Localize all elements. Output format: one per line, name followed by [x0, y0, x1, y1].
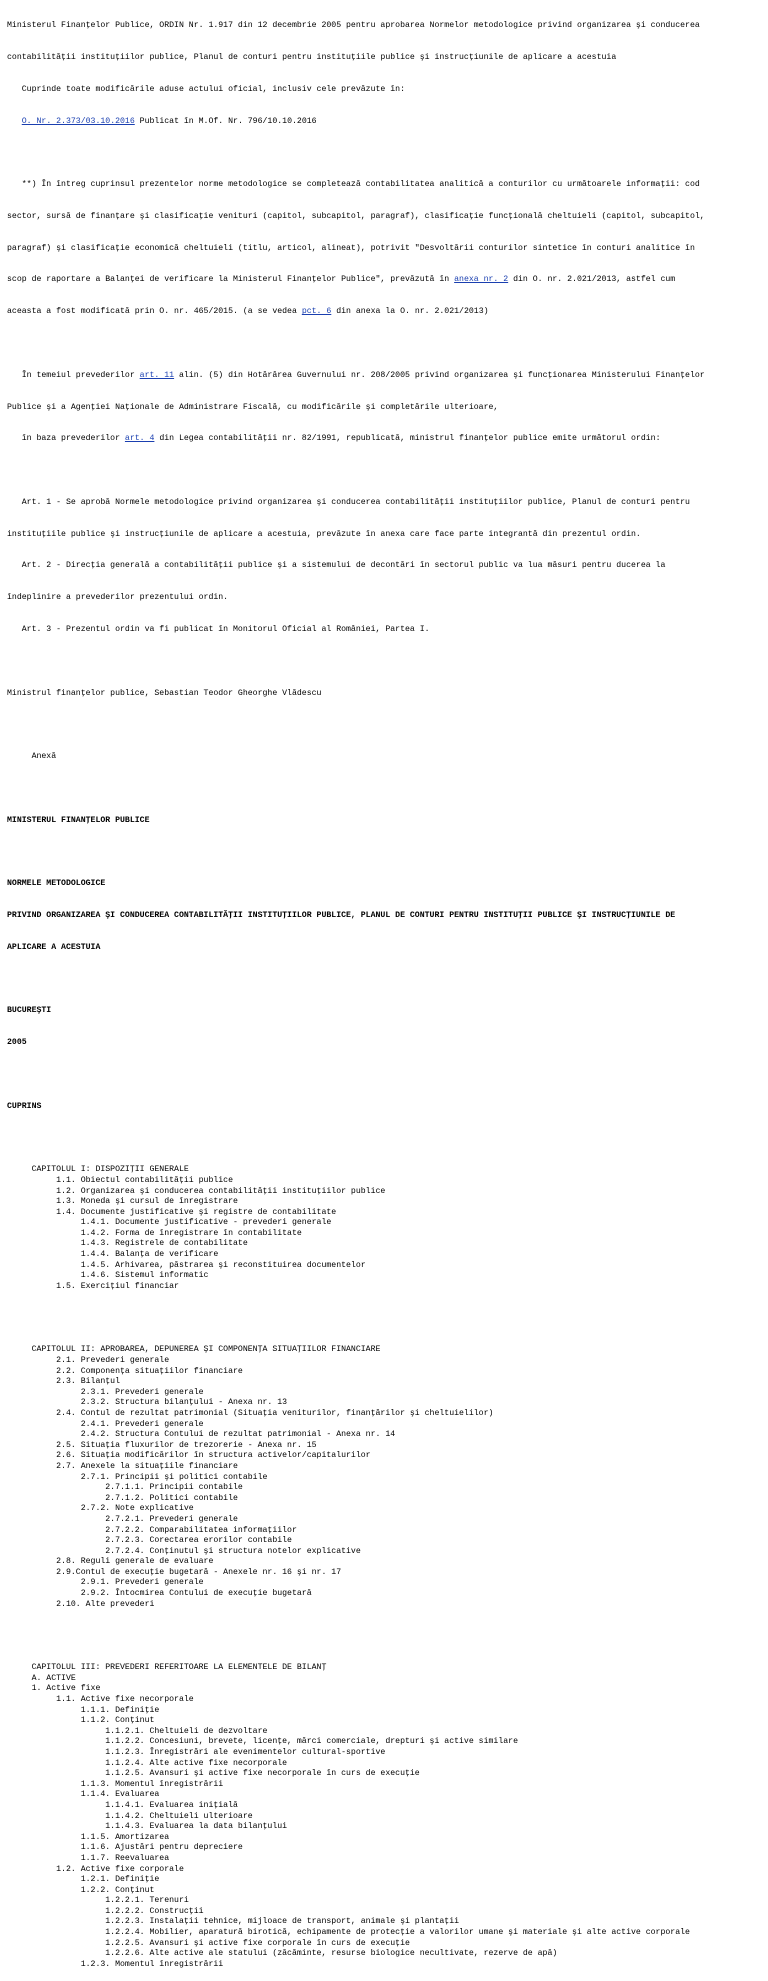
toc-entry: 2.9.Contul de execuţie bugetară - Anexele nr. 16 şi nr. 17 — [7, 1567, 342, 1577]
toc-entry: 1.2. Organizarea şi conducerea contabilităţii instituţiilor publice — [7, 1186, 386, 1196]
toc-entry: 2.3. Bilanţul — [7, 1377, 121, 1387]
art-4-link[interactable]: art. 4 — [124, 434, 155, 444]
toc-entry: 2.7.1.1. Principii contabile — [7, 1483, 243, 1493]
toc-entry: 1.1.2.4. Alte active fixe necorporale — [7, 1758, 288, 1768]
toc-entry: 2.7.1. Principii şi politici contabile — [7, 1472, 268, 1482]
minister-signature: Ministrul finanţelor publice, Sebastian Teodor Gheorghe Vlădescu — [7, 688, 322, 698]
toc-entry: 1.4.3. Registrele de contabilitate — [7, 1239, 248, 1249]
norms-title: NORMELE METODOLOGICE — [7, 879, 106, 889]
header-line: Ministerul Finanţelor Publice, ORDIN Nr. 1.917 din 12 decembrie 2005 pentru aprobarea Normelor metodologice privind organizarea şi conducerea — [7, 21, 700, 31]
toc-entry: 1.1.2.3. Înregistrări ale evenimentelor cultural-sportive — [7, 1747, 386, 1757]
toc-entry: 1.1.2.2. Concesiuni, brevete, licenţe, mărci comerciale, drepturi şi active similare — [7, 1737, 518, 1747]
toc-entry: 1.1.1. Definiţie — [7, 1705, 160, 1715]
toc-entry: 2.7. Anexele la situaţiile financiare — [7, 1461, 238, 1471]
toc-entry: 2.5. Situaţia fluxurilor de trezorerie - Anexa nr. 15 — [7, 1440, 317, 1450]
amendment-publication: Publicat în M.Of. Nr. 796/10.10.2016 — [134, 116, 317, 126]
toc-entry: 2.3.2. Structura bilanţului - Anexa nr. 13 — [7, 1398, 288, 1408]
toc-entry: 1.4.4. Balanţa de verificare — [7, 1250, 219, 1260]
toc-entry: 1.1.2.1. Cheltuieli de dezvoltare — [7, 1726, 268, 1736]
toc-entry: 1.1. Active fixe necorporale — [7, 1695, 194, 1704]
toc-entry: 2.10. Alte prevederi — [7, 1599, 155, 1609]
toc-entry: 1.1.7. Reevaluarea — [7, 1853, 170, 1863]
toc-entry: 2.9.2. Întocmirea Contului de execuţie bugetară — [7, 1589, 312, 1599]
toc-entry: 2.4. Contul de rezultat patrimonial (Situaţia veniturilor, finanţărilor şi cheltuielilor) — [7, 1408, 494, 1418]
temei-line — [7, 371, 765, 382]
toc-entry: 1.1.3. Momentul înregistrării — [7, 1779, 224, 1789]
toc-entry: 2.7.2.1. Prevederi generale — [7, 1514, 238, 1524]
toc-entry: 1.2.2.2. Construcţii — [7, 1906, 204, 1916]
toc-entry: 2.3.1. Prevederi generale — [7, 1387, 204, 1397]
toc-chapter-1 — [7, 1165, 765, 1292]
norms-title: PRIVIND ORGANIZAREA ŞI CONDUCEREA CONTABILITĂŢII INSTITUŢIILOR PUBLICE, PLANUL DE CONTURI PENTRU INSTITUŢII PUBLICE ŞI INSTRUCŢIUNILE DE — [7, 911, 676, 921]
toc-entry: CAPITOLUL I: DISPOZIŢII GENERALE — [7, 1165, 189, 1175]
toc-entry: 1.1.4.3. Evaluarea la data bilanţului — [7, 1822, 288, 1832]
toc-entry: 1.4.1. Documente justificative - prevederi generale — [7, 1218, 332, 1228]
toc-entry: 2.6. Situaţia modificărilor în structura activelor/capitalurilor — [7, 1451, 371, 1461]
pct-6-link[interactable]: pct. 6 — [301, 307, 332, 317]
toc-entry: 1.3. Moneda şi cursul de înregistrare — [7, 1197, 238, 1207]
toc-entry: 1.1.2. Conţinut — [7, 1716, 155, 1726]
place: BUCUREŞTI — [7, 1006, 52, 1016]
toc-entry: 2.7.2. Note explicative — [7, 1504, 194, 1514]
toc-entry: 2.9.1. Prevederi generale — [7, 1578, 204, 1588]
toc-entry: 1.4.2. Forma de înregistrare în contabilitate — [7, 1228, 302, 1238]
toc-entry: 2.2. Componenţa situaţiilor financiare — [7, 1366, 243, 1376]
toc-entry: 1.2.2. Conţinut — [7, 1885, 155, 1895]
toc-entry: 2.4.2. Structura Contului de rezultat patrimonial - Anexa nr. 14 — [7, 1430, 396, 1440]
toc-entry: 1.2.2.1. Terenuri — [7, 1896, 189, 1906]
toc-entry: A. ACTIVE — [7, 1673, 76, 1683]
temei-text: în baza prevederilor — [7, 434, 125, 444]
toc-entry: 2.4.1. Prevederi generale — [7, 1419, 204, 1429]
annex-label: Anexă — [7, 752, 57, 762]
toc-chapter-3 — [7, 1663, 765, 1970]
toc-entry: 1.2.3. Momentul înregistrării — [7, 1959, 224, 1969]
contents-heading: CUPRINS — [7, 1101, 42, 1111]
toc-entry: 2.7.2.2. Comparabilitatea informaţiilor — [7, 1525, 297, 1535]
toc-entry: 1. Active fixe — [7, 1684, 101, 1694]
temei-text: În temeiul prevederilor — [7, 370, 140, 380]
toc-entry: CAPITOLUL II: APROBAREA, DEPUNEREA ŞI COMPONENŢA SITUAŢIILOR FINANCIARE — [7, 1345, 381, 1355]
header-line: contabilităţii instituţiilor publice, Planul de conturi pentru instituţiile publice şi instrucţiunile de aplicare a acestuia — [7, 52, 617, 62]
article-line: Art. 1 - Se aprobă Normele metodologice privind organizarea şi conducerea contabilităţii instituţiilor publice, Planul de conturi pentru — [7, 497, 690, 507]
toc-entry: 1.4. Documente justificative şi registre de contabilitate — [7, 1207, 337, 1217]
year: 2005 — [7, 1038, 27, 1048]
amendment-line — [7, 117, 765, 128]
toc-chapter-2 — [7, 1345, 765, 1610]
toc-entry: 2.7.2.3. Corectarea erorilor contabile — [7, 1536, 292, 1546]
temei-text: alin. (5) din Hotărârea Guvernului nr. 208/2005 privind organizarea şi funcţionarea Ministerului Finanţelor — [174, 370, 705, 380]
note-line: paragraf) şi clasificaţie economică cheltuieli (titlu, articol, alineat), potrivit "Desvoltării conturilor sintetice în conturi analitice în — [7, 243, 695, 253]
toc-entry: 2.1. Prevederi generale — [7, 1356, 170, 1365]
header-line: Cuprinde toate modificările aduse actului oficial, inclusiv cele prevăzute în: — [7, 84, 405, 94]
document — [7, 0, 765, 1981]
note-text: din anexa la O. nr. 2.021/2013) — [331, 307, 489, 317]
note-text: din O. nr. 2.021/2013, astfel cum — [508, 275, 676, 285]
article-line: îndeplinire a prevederilor prezentului ordin. — [7, 593, 229, 603]
temei-line — [7, 434, 765, 445]
toc-entry: 1.1.2.5. Avansuri şi active fixe necorporale în curs de execuţie — [7, 1769, 420, 1779]
note-line — [7, 275, 765, 286]
toc-entry: 1.1.6. Ajustări pentru depreciere — [7, 1843, 243, 1853]
toc-entry: 1.2.2.3. Instalaţii tehnice, mijloace de transport, animale şi plantaţii — [7, 1917, 460, 1927]
toc-entry: 2.7.2.4. Conţinutul şi structura notelor explicative — [7, 1546, 361, 1556]
note-text: scop de raportare a Balanţei de verificare la Ministerul Finanţelor Publice", prevăzută în — [7, 275, 455, 285]
toc-entry: 2.8. Reguli generale de evaluare — [7, 1557, 214, 1567]
toc-entry: 1.2.2.4. Mobilier, aparatură birotică, echipamente de protecţie a valorilor umane şi materiale şi alte active corporale — [7, 1928, 690, 1938]
amendment-link[interactable]: O. Nr. 2.373/03.10.2016 — [21, 116, 135, 126]
article-line: Art. 2 - Direcţia generală a contabilităţii publice şi a sistemului de decontări în sectorul public va lua măsuri pentru ducerea la — [7, 561, 666, 571]
toc-entry: 1.1.4.2. Cheltuieli ulterioare — [7, 1811, 253, 1821]
toc-entry: 1.5. Exerciţiul financiar — [7, 1281, 179, 1291]
note-text: aceasta a fost modificată prin O. nr. 465/2015. (a se vedea — [7, 307, 302, 317]
anexa-2-link[interactable]: anexa nr. 2 — [454, 275, 509, 285]
toc-entry: 2.7.1.2. Politici contabile — [7, 1493, 238, 1503]
toc-entry: 1.2.1. Definiţie — [7, 1875, 160, 1885]
toc-entry: 1.1.5. Amortizarea — [7, 1832, 170, 1842]
toc-entry: CAPITOLUL III: PREVEDERI REFERITOARE LA ELEMENTELE DE BILANŢ — [7, 1663, 327, 1673]
article-line: instituţiile publice şi instrucţiunile de aplicare a acestuia, prevăzute în anexa care face parte integrantă din prezentul ordin. — [7, 529, 641, 539]
toc-entry: 1.2.2.6. Alte active ale statului (zăcăminte, resurse biologice necultivate, rezerve de apă) — [7, 1949, 558, 1959]
ministry-heading: MINISTERUL FINANŢELOR PUBLICE — [7, 815, 150, 825]
note-line — [7, 307, 765, 318]
toc-entry: 1.2. Active fixe corporale — [7, 1864, 184, 1874]
art-11-link[interactable]: art. 11 — [139, 370, 175, 380]
toc-entry: 1.1. Obiectul contabilităţii publice — [7, 1175, 234, 1185]
temei-line: Publice şi a Agenţiei Naţionale de Administrare Fiscală, cu modificările şi completările ulterioare, — [7, 402, 499, 412]
toc-entry: 1.2.2.5. Avansuri şi active fixe corporale în curs de execuţie — [7, 1938, 410, 1948]
toc-entry: 1.4.6. Sistemul informatic — [7, 1271, 209, 1281]
toc-entry: 1.1.4.1. Evaluarea iniţială — [7, 1800, 238, 1810]
temei-text: din Legea contabilităţii nr. 82/1991, republicată, ministrul finanţelor publice emite următorul ordin: — [154, 434, 661, 444]
toc-entry: 1.4.5. Arhivarea, păstrarea şi reconstituirea documentelor — [7, 1260, 366, 1270]
note-line: sector, sursă de finanţare şi clasificaţie venituri (capitol, subcapitol, paragraf), clasificaţie funcţională cheltuieli (capitol, subcapitol, — [7, 211, 705, 221]
note-line: **) În întreg cuprinsul prezentelor norme metodologice se completează contabilitatea analitică a conturilor cu următoarele informaţii: cod — [7, 180, 700, 190]
article-line: Art. 3 - Prezentul ordin va fi publicat în Monitorul Oficial al României, Partea I. — [7, 625, 430, 635]
norms-title: APLICARE A ACESTUIA — [7, 942, 101, 952]
toc-entry: 1.1.4. Evaluarea — [7, 1790, 160, 1800]
